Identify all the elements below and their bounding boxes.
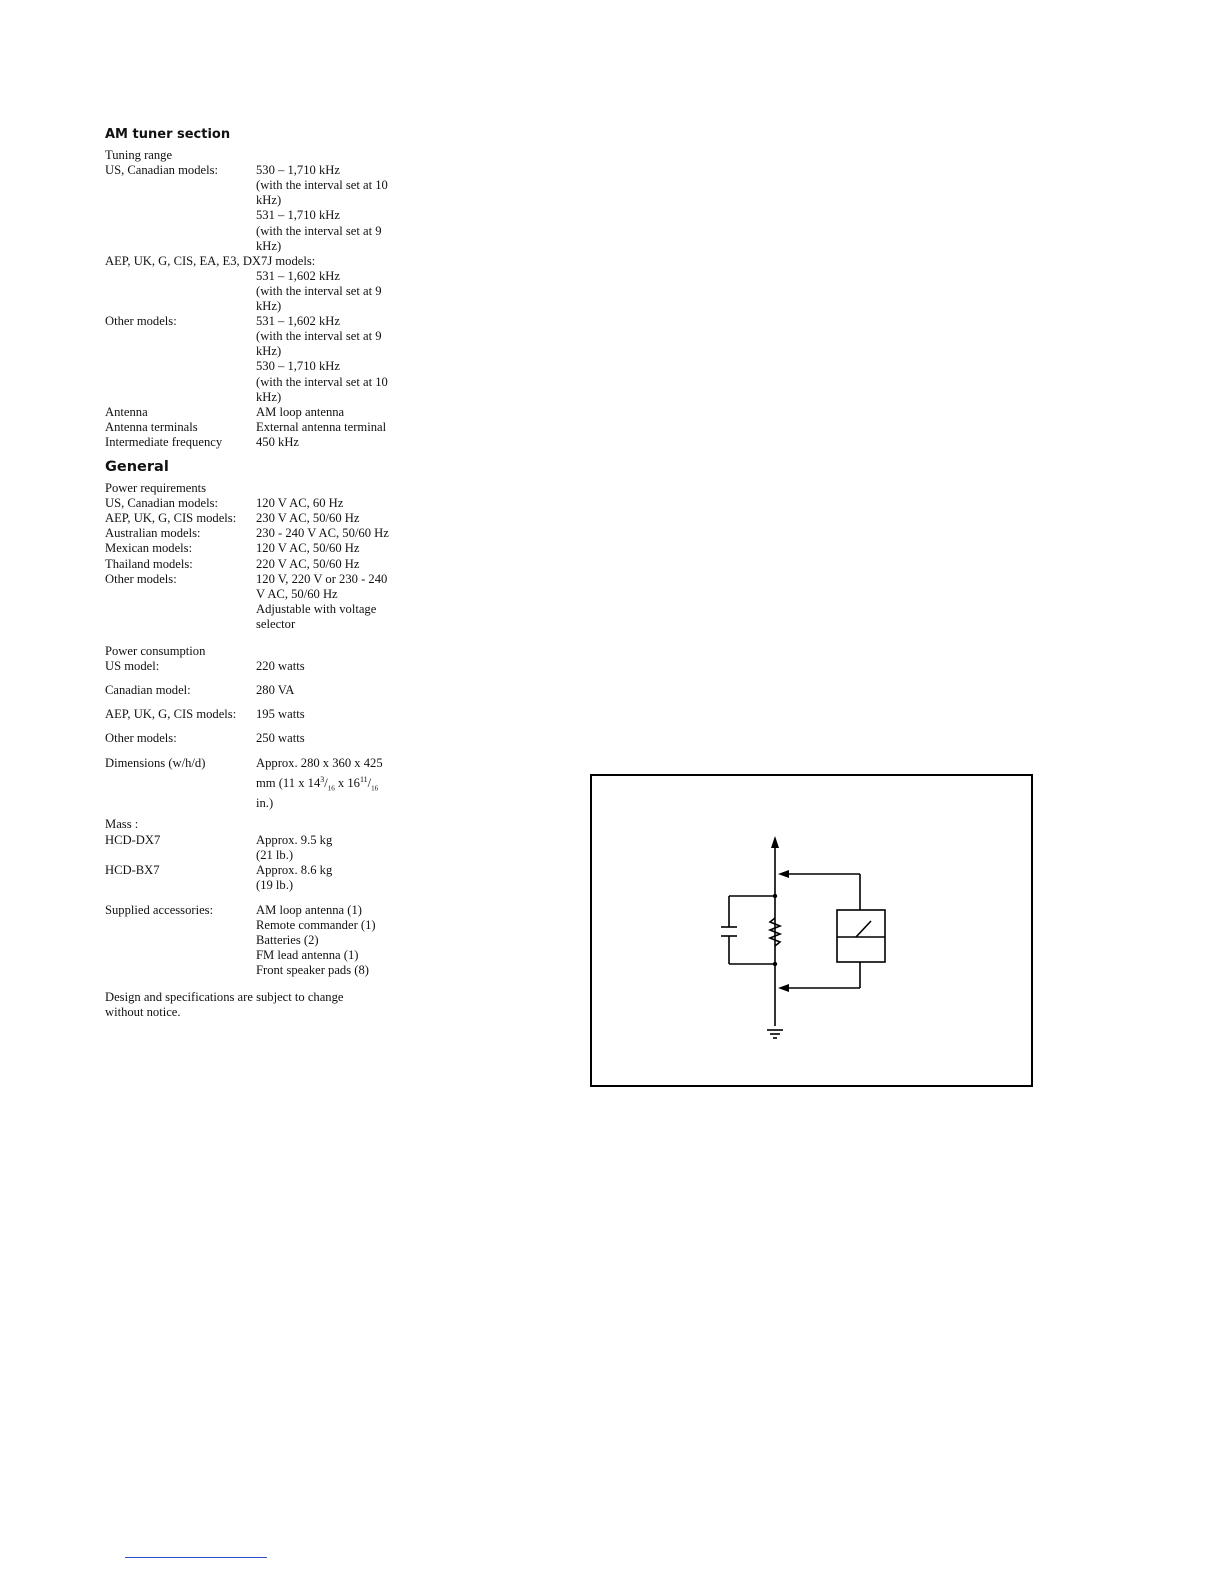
up-arrow-icon bbox=[771, 836, 779, 848]
spec-row-power bbox=[105, 557, 435, 572]
spec-value-line: (with the interval set at 9 bbox=[256, 223, 382, 238]
spec-row-accessories bbox=[105, 903, 435, 978]
spec-row-power-other bbox=[105, 572, 435, 632]
change-notice bbox=[105, 990, 435, 1020]
spec-value bbox=[256, 572, 435, 632]
spec-value-line: kHz) bbox=[256, 389, 282, 404]
spec-label: Other models: bbox=[105, 571, 177, 586]
spec-label-aep: AEP, UK, G, CIS, EA, E3, DX7J models: bbox=[105, 253, 316, 268]
spec-row-aep bbox=[105, 269, 435, 314]
spec-value: 450 kHz bbox=[256, 434, 300, 449]
power-consumption-label: Power consumption bbox=[105, 644, 206, 658]
spec-value: AM loop antenna bbox=[256, 404, 345, 419]
spec-value-line: Approx. 8.6 kg bbox=[256, 862, 333, 877]
leakage-test-circuit-diagram bbox=[592, 776, 1035, 1089]
spec-value bbox=[256, 756, 435, 811]
spec-row-consumption bbox=[105, 683, 435, 698]
spec-label: US, Canadian models: bbox=[105, 496, 218, 511]
tuning-range-label: Tuning range bbox=[105, 148, 173, 163]
spec-label: US, Canadian models: bbox=[105, 163, 218, 178]
spec-row-antenna-terminals bbox=[105, 420, 435, 435]
spec-value-line: (with the interval set at 10 bbox=[256, 178, 388, 193]
spec-value bbox=[256, 903, 435, 978]
spec-label: Canadian model: bbox=[105, 683, 191, 698]
spec-label: HCD-DX7 bbox=[105, 832, 161, 847]
specifications-column bbox=[105, 127, 435, 1021]
spec-value-line: kHz) bbox=[256, 299, 282, 314]
ac-voltmeter-needle bbox=[856, 921, 871, 937]
spec-value: 120 V AC, 50/60 Hz bbox=[256, 541, 360, 556]
spec-row-us-canadian bbox=[105, 163, 435, 254]
spec-row-other bbox=[105, 314, 435, 405]
accessory-item: Front speaker pads (8) bbox=[256, 963, 369, 978]
spec-value-line: kHz) bbox=[256, 238, 282, 253]
spec-value: 220 watts bbox=[256, 659, 305, 674]
spec-row-consumption bbox=[105, 707, 435, 722]
spec-value-line: Approx. 9.5 kg bbox=[256, 832, 333, 847]
spec-value-line: 120 V, 220 V or 230 - 240 bbox=[256, 571, 388, 586]
spec-value: 195 watts bbox=[256, 707, 305, 722]
spec-row-mass bbox=[105, 833, 435, 863]
leakage-test-circuit-figure bbox=[590, 774, 1033, 1087]
junction-dot bbox=[773, 962, 777, 966]
spec-label: Australian models: bbox=[105, 526, 201, 541]
spec-row-intermediate-frequency bbox=[105, 435, 435, 450]
spec-value: External antenna terminal bbox=[256, 419, 387, 434]
spec-value-line: 530 – 1,710 kHz bbox=[256, 359, 340, 374]
junction-dot bbox=[773, 894, 777, 898]
spec-label: US model: bbox=[105, 659, 160, 674]
spec-row-power bbox=[105, 541, 435, 556]
spec-value-line: Adjustable with voltage bbox=[256, 601, 377, 616]
general-section-title: General bbox=[105, 458, 169, 475]
spec-label: Supplied accessories: bbox=[105, 902, 214, 917]
spec-value: 230 - 240 V AC, 50/60 Hz bbox=[256, 526, 389, 541]
spec-label: Intermediate frequency bbox=[105, 434, 223, 449]
spec-value: 250 watts bbox=[256, 731, 305, 746]
spec-value-line: 531 – 1,602 kHz bbox=[256, 268, 340, 283]
spec-row-antenna bbox=[105, 405, 435, 420]
ac-voltmeter-box bbox=[837, 910, 885, 962]
spec-value-line: V AC, 50/60 Hz bbox=[256, 586, 338, 601]
left-arrow-icon bbox=[778, 870, 789, 878]
accessory-item: FM lead antenna (1) bbox=[256, 948, 359, 963]
spec-row-consumption bbox=[105, 731, 435, 746]
accessory-item: AM loop antenna (1) bbox=[256, 902, 362, 917]
spec-value-line: 531 – 1,602 kHz bbox=[256, 314, 340, 329]
spec-label: AEP, UK, G, CIS models: bbox=[105, 511, 237, 526]
spec-value-line: Approx. 280 x 360 x 425 bbox=[256, 756, 383, 771]
spec-value-line: (21 lb.) bbox=[256, 847, 294, 862]
spec-row-mass bbox=[105, 863, 435, 893]
spec-value-line: kHz) bbox=[256, 344, 282, 359]
spec-value: 280 VA bbox=[256, 683, 295, 698]
spec-label: Mexican models: bbox=[105, 541, 193, 556]
spec-value-line: (19 lb.) bbox=[256, 877, 294, 892]
spec-label: AEP, UK, G, CIS models: bbox=[105, 707, 237, 722]
spec-value bbox=[256, 269, 435, 314]
spec-value-line: kHz) bbox=[256, 193, 282, 208]
spec-value-line: (with the interval set at 10 bbox=[256, 374, 388, 389]
power-requirements-label: Power requirements bbox=[105, 481, 207, 496]
spec-value bbox=[256, 314, 435, 405]
spec-value-line: 530 – 1,710 kHz bbox=[256, 163, 340, 178]
spec-label: Other models: bbox=[105, 314, 177, 329]
spec-value bbox=[256, 163, 435, 254]
spec-label: Dimensions (w/h/d) bbox=[105, 756, 206, 771]
notice-line: Design and specifications are subject to change bbox=[105, 990, 344, 1005]
spec-value-line: (with the interval set at 9 bbox=[256, 283, 382, 298]
spec-label: Thailand models: bbox=[105, 556, 193, 571]
spec-row-dimensions bbox=[105, 756, 435, 811]
spec-value-line: selector bbox=[256, 616, 296, 631]
spec-label: Antenna terminals bbox=[105, 419, 198, 434]
spec-row-power bbox=[105, 526, 435, 541]
spec-value: 120 V AC, 60 Hz bbox=[256, 496, 344, 511]
spec-value-line: (with the interval set at 9 bbox=[256, 329, 382, 344]
footnote-separator bbox=[125, 1557, 267, 1558]
am-tuner-section-title: AM tuner section bbox=[105, 127, 231, 142]
mass-label: Mass : bbox=[105, 817, 139, 832]
spec-label: Antenna bbox=[105, 404, 148, 419]
left-arrow-icon bbox=[778, 984, 789, 992]
spec-value-line: in.) bbox=[256, 796, 274, 811]
spec-label: HCD-BX7 bbox=[105, 862, 160, 877]
spec-value-line: 531 – 1,710 kHz bbox=[256, 208, 340, 223]
spec-label: Other models: bbox=[105, 731, 177, 746]
spec-row-consumption bbox=[105, 659, 435, 674]
spec-value-line: mm (11 x $14^3/_{16}$ x $16^{11}/_{16}$ bbox=[256, 774, 379, 793]
spec-row-power bbox=[105, 511, 435, 526]
spec-value: 230 V AC, 50/60 Hz bbox=[256, 511, 360, 526]
accessory-item: Batteries (2) bbox=[256, 933, 319, 948]
spec-row-power bbox=[105, 496, 435, 511]
spec-value: 220 V AC, 50/60 Hz bbox=[256, 556, 360, 571]
spec-value bbox=[256, 833, 435, 863]
notice-line: without notice. bbox=[105, 1005, 181, 1020]
spec-value bbox=[256, 863, 435, 893]
accessory-item: Remote commander (1) bbox=[256, 918, 376, 933]
